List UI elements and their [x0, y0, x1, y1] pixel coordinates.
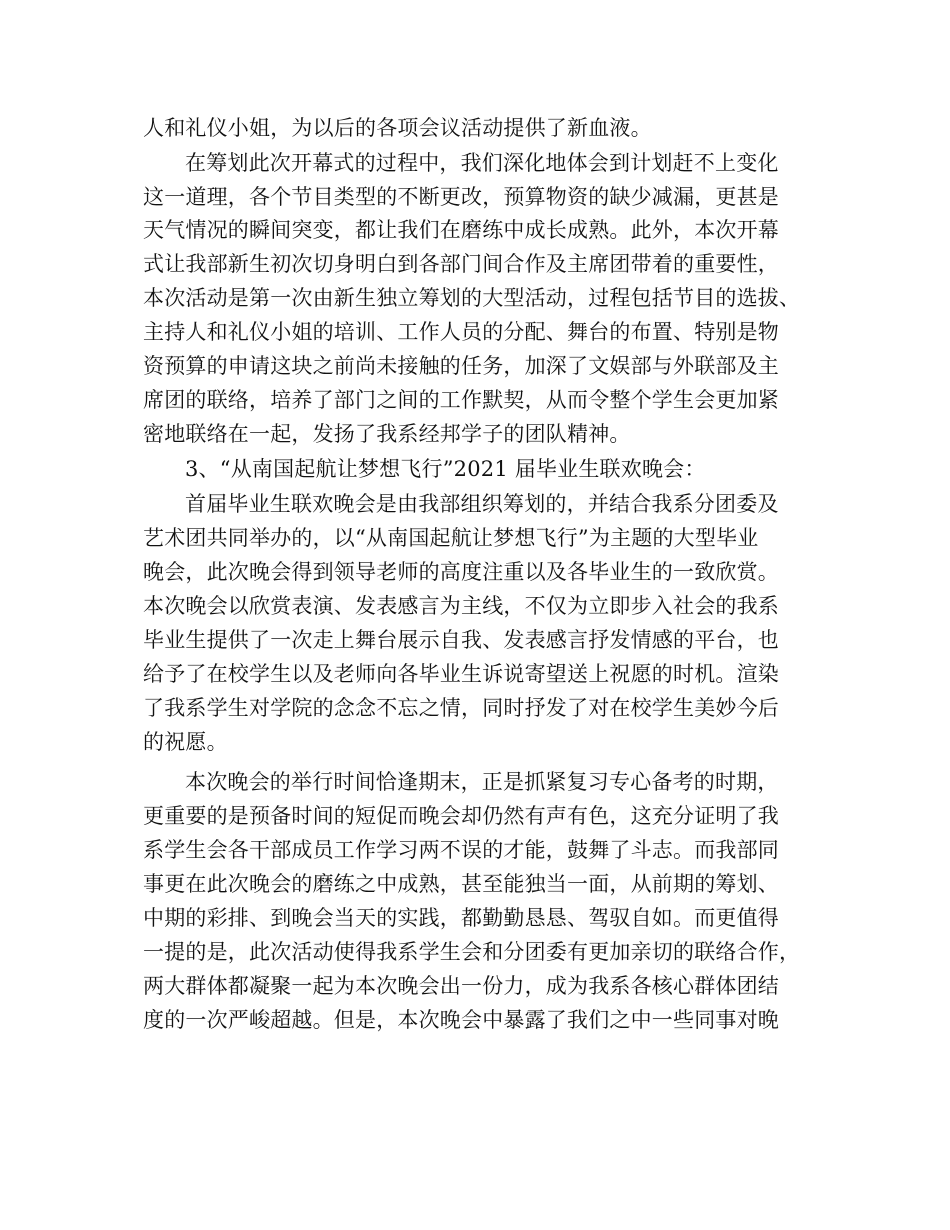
text-line: 主持人和礼仪小姐的培训、工作人员的分配、舞台的布置、特别是物: [143, 320, 779, 344]
text-line: 式让我部新生初次切身明白到各部门间合作及主席团带着的重要性，: [143, 252, 779, 276]
paragraph-start-line: 首届毕业生联欢晚会是由我部组织筹划的，并结合我系分团委及: [185, 492, 779, 516]
text-line: 系学生会各干部成员工作学习两不误的才能，鼓舞了斗志。而我部同: [143, 838, 779, 862]
section-heading: 3、“从南国起航让梦想飞行”2021 届毕业生联欢晚会：: [185, 457, 706, 481]
text-line: 资预算的申请这块之前尚未接触的任务，加深了文娱部与外联部及主: [143, 354, 779, 378]
text-line: 毕业生提供了一次走上舞台展示自我、发表感言抒发情感的平台，也: [143, 628, 779, 652]
text-line: 两大群体都凝聚一起为本次晚会出一份力，成为我系各核心群体团结: [143, 974, 779, 998]
text-line: 的祝愿。: [143, 730, 228, 754]
text-line: 度的一次严峻超越。但是，本次晚会中暴露了我们之中一些同事对晚: [143, 1008, 779, 1032]
text-line: 人和礼仪小姐，为以后的各项会议活动提供了新血液。: [143, 116, 652, 140]
text-line: 本次晚会以欣赏表演、发表感言为主线，不仅为立即步入社会的我系: [143, 594, 779, 618]
text-line: 给予了在校学生以及老师向各毕业生诉说寄望送上祝愿的时机。渲染: [143, 662, 779, 686]
text-line: 了我系学生对学院的念念不忘之情，同时抒发了对在校学生美妙今后: [143, 696, 779, 720]
text-line: 席团的联络，培养了部门之间的工作默契，从而令整个学生会更加紧: [143, 388, 779, 412]
text-line: 密地联络在一起，发扬了我系经邦学子的团队精神。: [143, 422, 631, 446]
text-line: 艺术团共同举办的，以“从南国起航让梦想飞行”为主题的大型毕业: [143, 526, 759, 550]
text-line: 天气情况的瞬间突变，都让我们在磨练中成长成熟。此外，本次开幕: [143, 218, 779, 242]
text-line: 更重要的是预备时间的短促而晚会却仍然有声有色，这充分证明了我: [143, 804, 779, 828]
text-line: 中期的彩排、到晚会当天的实践，都勤勤恳恳、驾驭自如。而更值得: [143, 906, 779, 930]
paragraph-start-line: 本次晚会的举行时间恰逢期末，正是抓紧复习专心备考的时期，: [185, 770, 779, 794]
text-line: 晚会，此次晚会得到领导老师的高度注重以及各毕业生的一致欣赏。: [143, 560, 779, 584]
text-line: 这一道理，各个节目类型的不断更改，预算物资的缺少减漏，更甚是: [143, 185, 779, 209]
paragraph-start-line: 在筹划此次开幕式的过程中，我们深化地体会到计划赶不上变化: [185, 151, 779, 175]
text-line: 本次活动是第一次由新生独立筹划的大型活动，过程包括节目的选拔、: [143, 286, 801, 310]
text-line: 事更在此次晚会的磨练之中成熟，甚至能独当一面，从前期的筹划、: [143, 872, 779, 896]
text-line: 一提的是，此次活动使得我系学生会和分团委有更加亲切的联络合作，: [143, 940, 801, 964]
